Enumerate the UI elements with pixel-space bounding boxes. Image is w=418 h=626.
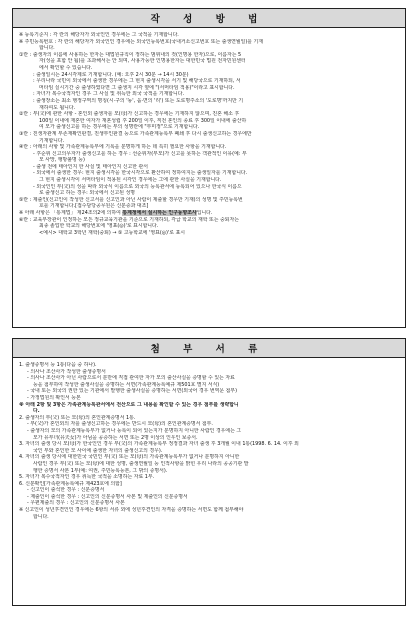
guide-line: ※ 주민등록번호 : 각 란의 해당자가 외국인인 경우에는 외국인등록번호(국내거소신고번호 또는 출생연월일)를 기재	[19, 38, 263, 45]
attach-line: - 국내 또는 외국의 권한 있는 기관에서 발행한 출생사실을 증명하는 서면(외국어 경우 번역문 첨부)	[27, 388, 238, 395]
attach-line: - 가정법원의 확인서 등본	[27, 394, 81, 401]
guide-line: 모 사망, 행방불명 등)	[39, 157, 85, 164]
statistics-notice	[19, 210, 399, 217]
guide-line: ①란 : 출생자의 이름에 사용하는 한자는 대법원규칙이 정하는 범위내의 것(인명용 한자)으로, 이름자는 5	[19, 51, 242, 58]
guide-line: 100일 이내에 재혼한 여자가 재혼성립 후 200일 이후, 직전 혼인의 종료 후 300일 이내에 출산하	[39, 117, 247, 124]
attach-line: - 출생자의 모의 가족관계등록부가 없거나 등록이 되어 있는지가 분명하지 아니한 사람인 경우에는 그	[27, 427, 242, 434]
attach-line: - 의사나 조산사가 작성한 출생증명서	[27, 368, 106, 375]
guide-line: - 외국에서 출생한 경우: 현지 출생시각을 한국시각으로 환산하여 정하여지는 출생일자를 기재합니다.	[33, 170, 248, 177]
attach-line: 합니다.	[33, 513, 49, 520]
guide-line: : 자녀가 복수국적자인 경우 그 사실 및 취득한 외국 국적을 기재합니다.	[33, 91, 185, 98]
guide-line: ②란 : 부(父)에 관한 사항 - 혼인외 출생자를 모(母)가 신고하는 경우에는 기재하지 않으며, 친혼 해소 후	[19, 111, 240, 118]
guide-line: ※ 등록기준지 : 각 란의 해당자가 외국인인 경우에는 그 국적을 기재합니다.	[19, 32, 179, 38]
guide-line: 그 현지 출생시각이 서머타임이 적용된 시각인 경우에는 그에 관한 사실을 기재합니다.	[39, 177, 222, 184]
guide-line: 호를 기재합니다.[접수담당공무원은 신분증과 대조]	[39, 203, 149, 210]
guide-line: 자(성을 포함 안 됨)를 초과해서는 안 되며, 사용가능한 인명용한자는 대한민국 법원 전자민원센터	[39, 58, 246, 65]
guide-line: - 외국인인 부(父)의 성을 따라 외국식 이름으로 외국의 등록관서에 등록되어 있으나 한국식 이름으	[33, 183, 242, 190]
guide-line: : 출생일시는 24시각제로 기재합니다. (예: 오후 2시 30분 → 14시 30분)	[33, 71, 189, 78]
attach-line: 6. 신분확인[가족관계등록예규 제423호에 의함]	[19, 480, 122, 487]
attach-note: 다.	[33, 408, 40, 415]
attach-line: 4. 자녀의 출생 당시에 대한민국 국민인 부(父) 또는 모(母)의 가족관계등록부가 없거나 분명하지 아니한	[19, 454, 240, 461]
statistics-notice-prefix: ※ 아래 사항은 「통계법」 제24조의2에 의하여	[19, 210, 123, 217]
attach-line: 모가 유부녀(유夫女)가 아님을 공증하는 서면 또는 2명 이상의 인우인 보증서.	[33, 434, 198, 441]
attach-line: 3. 자녀의 출생 당시 모(母)가 한국인인 경우 부(父)의 가족관계등록부 정정결과 자녀 출생 후 3개월 이내 1통(1998. 6. 14. 이후 외	[19, 441, 299, 448]
attach-line: 사람인 경우 부(父) 또는 모(母)에 대한 성명, 출생연월일 등 인적사항을 밝힌 우리 나라의 공공기관 발	[33, 460, 249, 467]
attach-line: 등을 첨부하여 작성한 출생사실을 증명하는 서면(가족관계등록예규 제501호 별지 서식)	[33, 381, 220, 388]
attach-line: ※ 신고인이 성년후견인인 경우에는 6항의 서류 외에 성년후견인의 자격을 증명하는 서면도 함께 첨부해야	[19, 507, 244, 514]
guide-line: 머타임 실시기간 중 출생하였다면 그 출생지 시각 옆에 "(서머타임 적용)"이라고 표시합니다.	[39, 84, 235, 91]
guide-line: ③란 : 친생자관계 부존재확인판결, 친생부인판결 등으로 가족관계등록부 폐쇄 후 다시 출생신고하는 경우에만	[19, 130, 252, 137]
guide-line: : 우리나라 국민이 외국에서 출생한 경우에는 그 현지 출생시각을 서기 및 해당국으로 기재하되, 서	[33, 78, 241, 85]
attach-line: 행한 증명서 사본 1부(예: 여권, 주민등록등본, 그 밖의 증명서).	[33, 467, 168, 474]
guide-section-title: 작 성 방 법	[150, 14, 268, 25]
guide-line: <예시> 대학교 3학년 재학(중퇴) → ⑤ 고등학교에 '영표(◎)'로 표시	[39, 229, 186, 236]
attach-section-body	[12, 358, 406, 606]
form-page	[12, 8, 406, 606]
attach-line: 1. 출생증명서 등 1통(다음 중 하나).	[19, 362, 97, 368]
statistics-notice-highlight: 통계청에서 실시하는 인구동향조사	[122, 210, 197, 217]
guide-line: - 출생 전에 태아인지 한 사실 및 태아인지 신고한 관서	[33, 163, 148, 170]
guide-line: 기재합니다.	[39, 137, 65, 144]
guide-line: 합니다.	[39, 45, 55, 52]
guide-line: ⑥란 : 교육부장관이 인정하는 모든 정규교육기관을 기준으로 기재하되, 각급 학교의 재학 또는 중퇴자는	[19, 216, 239, 223]
guide-line: ⑤란 : 제출인(신고인이 작성한 신고서를 신고인과 아닌 사람이 제출할 경우만 기재)의 성명 및 주민등록번	[19, 196, 243, 203]
attach-line: 2. 출생자의 부(父) 또는 모(母)의 혼인관계증명서 1통.	[19, 414, 136, 421]
attach-section-title: 첨 부 서 류	[150, 344, 268, 355]
guide-line: 로 출생신고 하는 경우: 외국에서 신고된 성명	[39, 190, 136, 197]
attach-line: - 신고인이 출석한 경우 : 신분증명서	[27, 487, 105, 494]
attach-note: ※ 아래 2항 및 3항은 가족관계등록관서에서 전산으로 그 내용을 확인할 수 있는 경우 첨부를 생략합니	[19, 401, 239, 408]
attach-line: - 제출인이 출석한 경우 : 신고인의 신분증명서 사본 및 제출인의 신분증명서	[27, 493, 188, 500]
attach-section-header	[12, 338, 406, 358]
attach-line: - 부(父)가 혼인외의 자를 출생신고하는 경우에는 반드시 모(母)의 혼인관계증명서 첨부.	[27, 421, 213, 428]
guide-line: 여 모가 출생신고를 하는 경우에는 부의 성명란에 "부미정"으로 기재합니다.	[39, 124, 200, 131]
guide-line: 에서 확인할 수 있습니다.	[39, 64, 93, 71]
guide-section-header	[12, 8, 406, 28]
guide-line: - 후순위 신고의무자가 출생신고를 하는 경우 : 선순위자(부모)가 신고를 못하는 객관적인 이유(예: 부	[33, 150, 247, 157]
guide-section-body	[12, 28, 406, 328]
statistics-notice-suffix: 입니다.	[196, 210, 213, 217]
attach-line: 5. 자녀가 복수국적자인 경우 취득한 국적을 소명하는 자료 1부.	[19, 474, 155, 481]
guide-line: : 출생장소는 최소 행정구역의 명칭(시·구의 '동', 읍·면의 '리') 또는 도로명주소의 '도로명'까지만 기	[33, 97, 244, 104]
guide-line: ④란 : 아래의 사항 및 가족관계등록부에 기록을 분명하게 하는 데 특히 필요한 사항을 기재합니다.	[19, 144, 227, 151]
attach-line: 국인 부와 혼인한 모 사이에 출생한 자녀의 출생신고의 경우).	[33, 447, 163, 454]
guide-line: 재하여도 됩니다.	[39, 104, 76, 111]
attach-line: - 의사나 조산사가 아닌 사람으로서 분만에 직접 관여한 자가 모의 출산사실을 증명할 수 있는 자료	[27, 375, 235, 382]
guide-line: 최종 졸업한 학교의 해당번호에 '영표(◎)'로 표시합니다.	[39, 223, 159, 230]
attach-line: - 우편제출의 경우 : 신고인의 신분증명서 사본	[27, 500, 125, 507]
